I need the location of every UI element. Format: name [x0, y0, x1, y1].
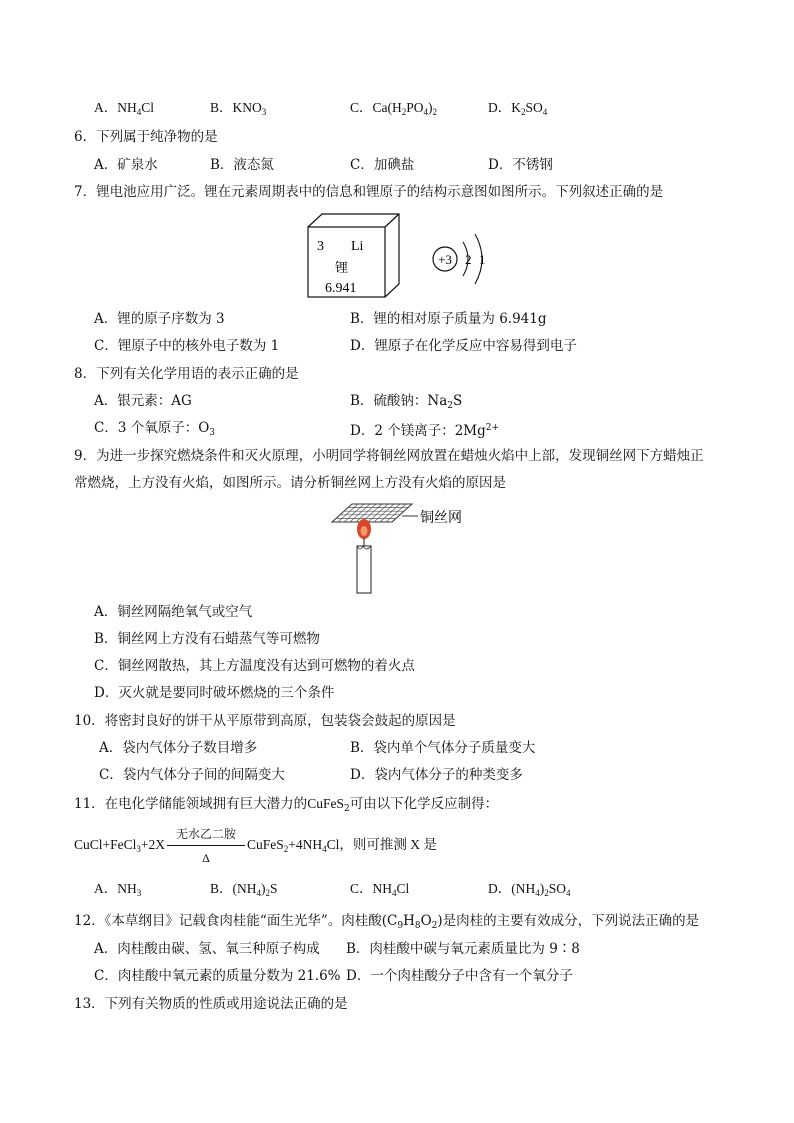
q12-option-a: A．肉桂酸由碳、氢、氧三种原子构成 — [94, 941, 320, 957]
q10-stem: 10．将密封良好的饼干从平原带到高原，包装袋会鼓起的原因是 — [74, 713, 456, 729]
q8-option-a: A．银元素：AG — [94, 393, 192, 409]
q11-stem: 11．在电化学储能领域拥有巨大潜力的CuFeS$_2$可由以下化学反应制得： — [74, 796, 499, 814]
q11-option-c: C．$NH_4Cl$ — [350, 881, 410, 898]
q10-option-d: D．袋内气体分子的种类变多 — [350, 767, 523, 783]
q9-stem-line1: 9．为进一步探究燃烧条件和灭火原理，小明同学将铜丝网放置在蜡烛火焰中上部，发现铜丝网下方蜡烛正 — [74, 448, 704, 464]
q11-option-a: A．$NH_3$ — [94, 881, 142, 898]
q13-stem: 13．下列有关物质的性质或用途说法正确的是 — [74, 996, 348, 1012]
q8-option-b: B．硫酸钠：$Na_2S$ — [350, 393, 463, 411]
q7-option-c: C．锂原子中的核外电子数为 1 — [94, 338, 280, 354]
q9-option-c: C．铜丝网散热，其上方温度没有达到可燃物的着火点 — [94, 658, 415, 674]
q11-option-d: D．$(NH_4)_2SO_4$ — [488, 881, 571, 898]
q7-option-d: D．锂原子在化学反应中容易得到电子 — [350, 338, 577, 354]
q9-option-d: D．灭火就是要同时破坏燃烧的三个条件 — [94, 685, 335, 701]
q6-option-d: D．不锈钢 — [488, 157, 553, 173]
q9-stem-line2: 常燃烧，上方没有火焰，如图所示。请分析铜丝网上方没有火焰的原因是 — [74, 475, 506, 491]
q8-option-d: D．2 个镁离子：$2Mg^{2+}$ — [350, 423, 500, 439]
q7-option-b: B．锂的相对原子质量为 6.941g — [350, 311, 547, 327]
q6-option-b: B．液态氮 — [210, 157, 274, 173]
lithium-figure — [305, 210, 505, 302]
candle-body — [357, 546, 371, 593]
q5-option-d: D．$K_2SO_4$ — [488, 100, 548, 117]
q10-option-b: B．袋内单个气体分子质量变大 — [350, 740, 536, 756]
q11-option-b: B．$(NH_4)_2S$ — [210, 881, 278, 898]
element-mass: 6.941 — [325, 281, 357, 296]
q7-option-a: A．锂的原子序数为 3 — [94, 311, 225, 327]
element-name: 锂 — [335, 261, 349, 276]
q8-option-c: C．3 个氧原子：$O_3$ — [94, 420, 216, 438]
element-symbol: Li — [351, 239, 364, 254]
q10-option-a: A．袋内气体分子数目增多 — [99, 740, 258, 756]
q6-stem: 6．下列属于纯净物的是 — [74, 129, 218, 145]
q5-option-c: C．$Ca(H_2PO_4)_2$ — [350, 100, 438, 117]
q12-option-d: D．一个肉桂酸分子中含有一个氧分子 — [346, 968, 573, 984]
q12-option-b: B．肉桂酸中碳与氧元素质量比为 9∶8 — [346, 941, 580, 957]
q11-equation: CuCl+FeCl$_3$+2X 无水乙二胺 Δ $CuFeS_2+4NH_4Cl$，则可推测 X 是 — [74, 826, 437, 865]
shell2-electrons: 1 — [479, 252, 486, 267]
q9-option-b: B．铜丝网上方没有石蜡蒸气等可燃物 — [94, 631, 320, 647]
q12-option-c: C．肉桂酸中氧元素的质量分数为 21.6% — [94, 968, 341, 984]
copper-mesh-label: 铜丝网 — [420, 510, 462, 526]
q5-option-b: B．$KNO_3$ — [210, 100, 267, 117]
q6-option-c: C．加碘盐 — [350, 157, 415, 173]
element-number: 3 — [317, 239, 324, 254]
q6-option-a: A．矿泉水 — [94, 157, 158, 173]
q5-option-a: A．$NH_4Cl$ — [94, 100, 155, 117]
q10-option-c: C．袋内气体分子间的间隔变大 — [99, 767, 285, 783]
reaction-condition: 无水乙二胺 — [176, 826, 237, 841]
q8-stem: 8．下列有关化学用语的表示正确的是 — [74, 366, 299, 382]
heat-symbol: Δ — [202, 850, 210, 865]
reaction-arrow — [167, 826, 245, 865]
q12-stem: 12．《本草纲目》记载食肉桂能“面生光华”。肉桂酸$(C_9H_8O_2)$是肉桂的主要有效成分，下列说法正确的是 — [74, 913, 700, 931]
q9-option-a: A．铜丝网隔绝氧气或空气 — [94, 604, 253, 620]
candle-figure — [322, 498, 482, 596]
q7-stem: 7．锂电池应用广泛。锂在元素周期表中的信息和锂原子的结构示意图如图所示。下列叙述正确的是 — [74, 184, 664, 200]
nucleus-charge: +3 — [438, 252, 452, 267]
shell1-electrons: 2 — [465, 252, 472, 267]
